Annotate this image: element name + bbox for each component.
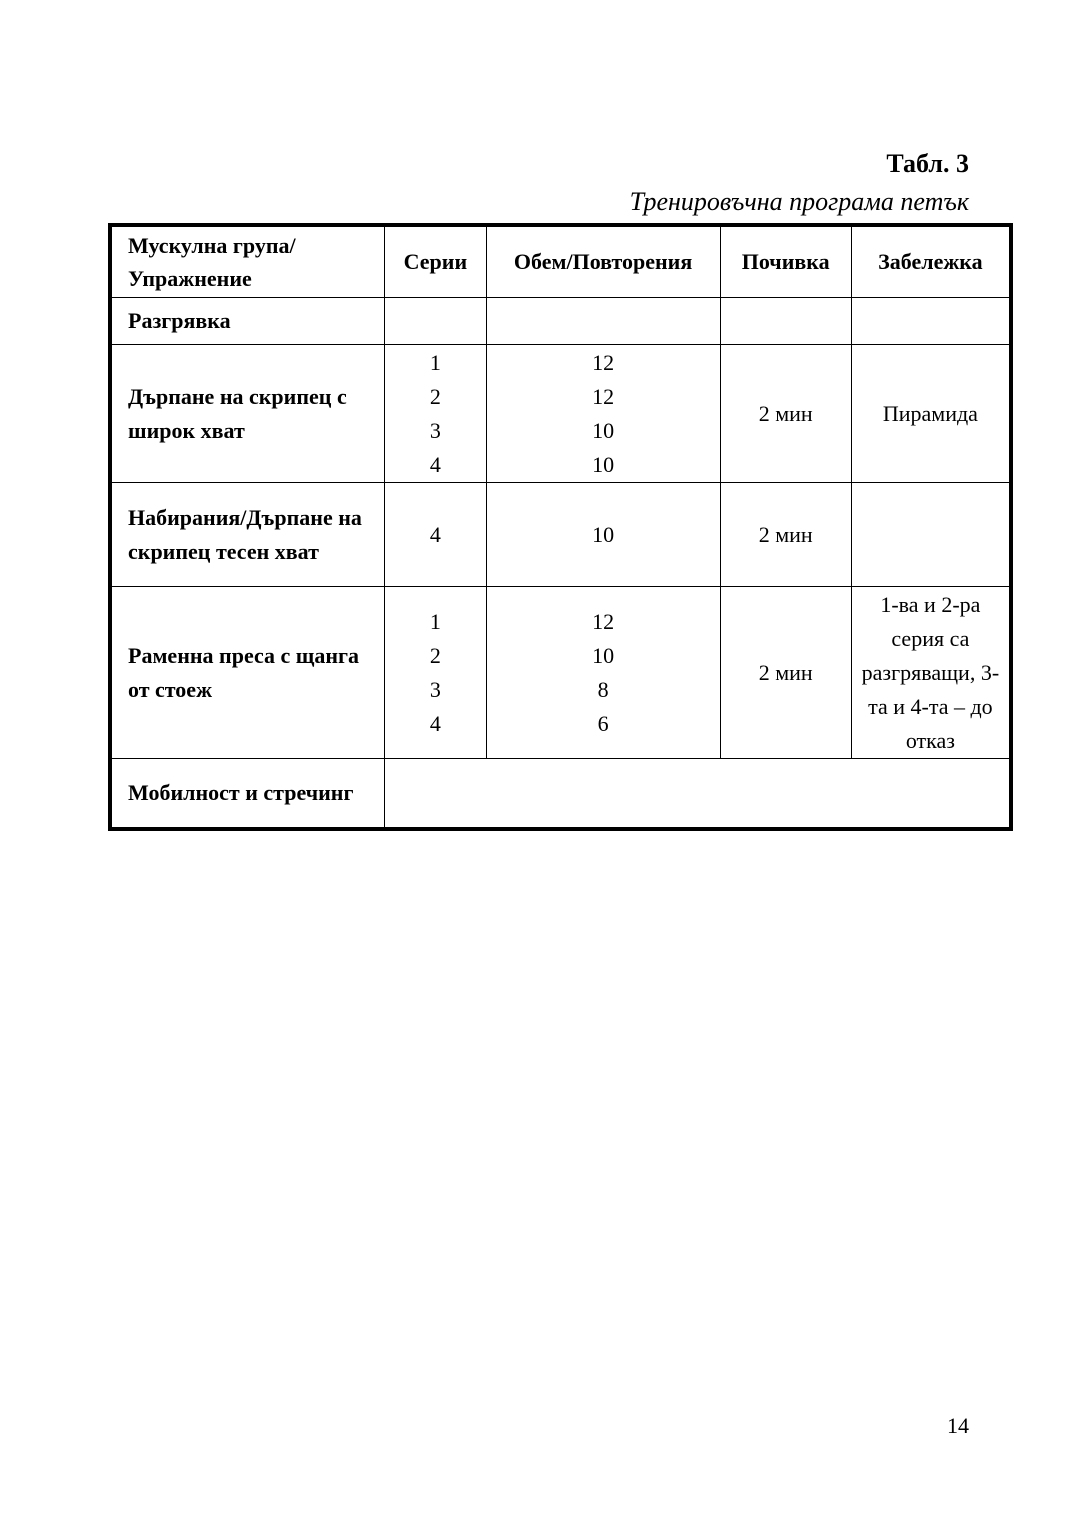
row-warmup-sets (385, 298, 486, 345)
header-note: Забележка (851, 225, 1011, 298)
row-wide-pulldown-rest: 2 мин (720, 345, 851, 483)
row-pullups-sets: 4 (385, 483, 486, 587)
set-number: 2 (429, 383, 441, 409)
training-program-table (108, 223, 1013, 831)
set-number: 4 (429, 451, 441, 477)
header-rest: Почивка (720, 225, 851, 298)
row-pullups-label: Набирания/Дърпане на скрипец тесен хват (110, 483, 385, 587)
rep-count: 10 (592, 417, 615, 443)
rep-count: 10 (592, 642, 615, 668)
rep-count: 6 (597, 710, 609, 736)
row-shoulder-press-note: 1-ва и 2-ра серия са разгряващи, 3-та и 4-та – до отказ (851, 587, 1011, 759)
row-shoulder-press-rest: 2 мин (720, 587, 851, 759)
rep-count: 12 (592, 383, 615, 409)
set-number: 1 (429, 349, 441, 375)
row-shoulder-press-reps (486, 587, 720, 759)
set-number: 2 (429, 642, 441, 668)
rep-count: 12 (592, 608, 615, 634)
set-number: 4 (429, 710, 441, 736)
row-pullups-rest: 2 мин (720, 483, 851, 587)
row-warmup-label: Разгрявка (110, 298, 385, 345)
row-wide-pulldown-sets (385, 345, 486, 483)
row-wide-pulldown-reps (486, 345, 720, 483)
page-number: 14 (947, 1413, 969, 1438)
row-warmup-reps (486, 298, 720, 345)
row-pullups-note (851, 483, 1011, 587)
row-warmup-rest (720, 298, 851, 345)
table-row (110, 345, 1011, 483)
row-wide-pulldown-label: Дърпане на скрипец с широк хват (110, 345, 385, 483)
header-volume: Обем/Повторения (486, 225, 720, 298)
row-mobility-empty-cell (385, 759, 1011, 829)
table-row (110, 298, 1011, 345)
table-row (110, 587, 1011, 759)
table-number-label: Табл. 3 (886, 149, 969, 178)
row-shoulder-press-sets (385, 587, 486, 759)
table-header-row (110, 225, 1011, 298)
row-mobility-label: Мобилност и стречинг (110, 759, 385, 829)
header-sets: Серии (385, 225, 486, 298)
rep-count: 8 (597, 676, 609, 702)
rep-count: 12 (592, 349, 615, 375)
rep-count: 10 (592, 451, 615, 477)
set-number: 3 (429, 676, 441, 702)
row-warmup-note (851, 298, 1011, 345)
row-pullups-reps: 10 (486, 483, 720, 587)
table-caption: Тренировъчна програма петък (629, 187, 969, 216)
table-row (110, 483, 1011, 587)
header-muscle-group: Мускулна група/Упражнение (110, 225, 385, 298)
set-number: 1 (429, 608, 441, 634)
set-number: 3 (429, 417, 441, 443)
row-wide-pulldown-note: Пирамида (851, 345, 1011, 483)
table-row (110, 759, 1011, 829)
row-shoulder-press-label: Раменна преса с щанга от стоеж (110, 587, 385, 759)
